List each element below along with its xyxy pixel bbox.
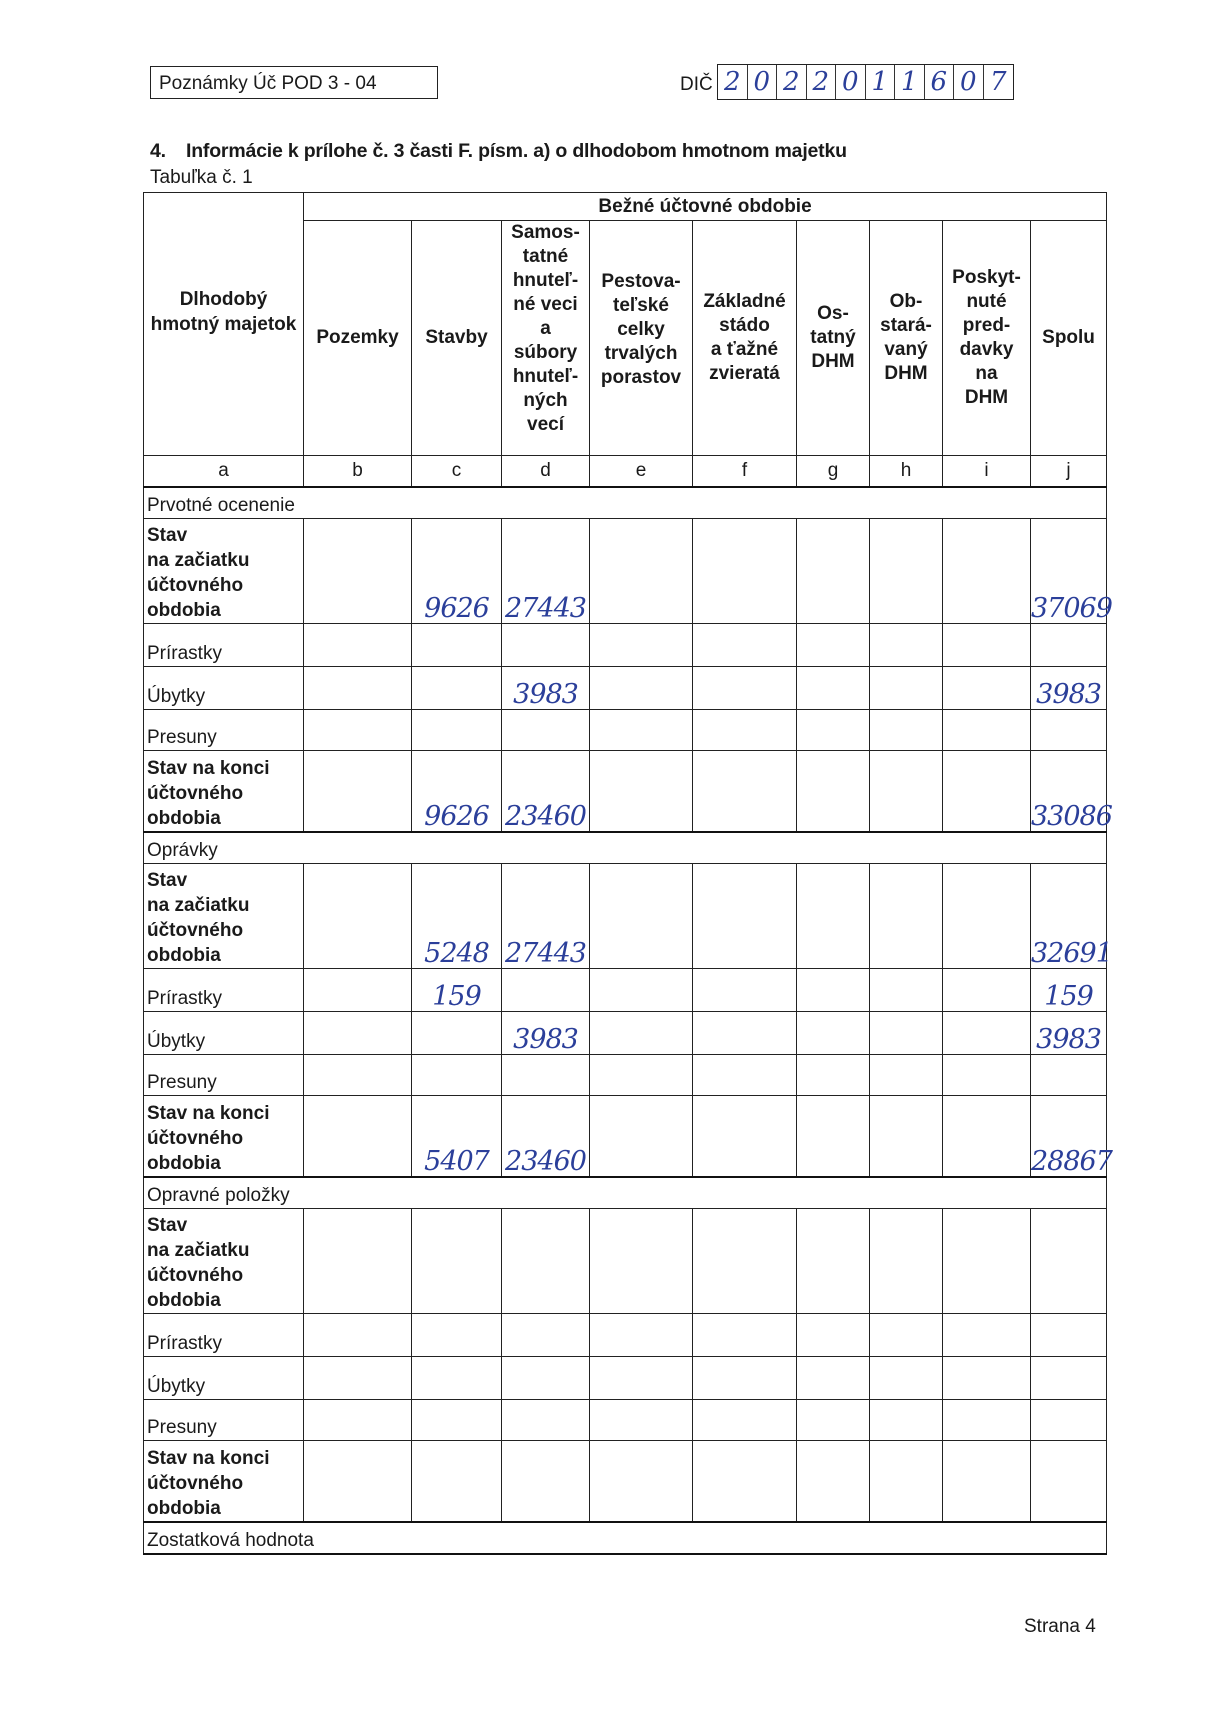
row-label-stav-koniec: Stav na konci účtovného obdobia <box>144 1096 304 1178</box>
row-label-prirastky: Prírastky <box>144 969 304 1012</box>
dhm-table <box>143 192 1112 1555</box>
value-cell: 159 <box>1031 969 1107 1012</box>
col-header-b: Pozemky <box>304 221 412 456</box>
col-header-h: Ob- stará- vaný DHM <box>870 221 943 456</box>
col-header-d: Samos- tatné hnuteľ- né veci a súbory hnuteľ- ných vecí <box>502 221 590 456</box>
row-label-ubytky: Úbytky <box>144 1012 304 1055</box>
row-label-presuny: Presuny <box>144 1055 304 1096</box>
value-cell: 3983 <box>502 667 590 710</box>
section-prvotne-ocenenie: Prvotné ocenenie <box>144 487 1107 519</box>
dic-digit: 6 <box>925 65 955 99</box>
row-label-presuny: Presuny <box>144 1400 304 1441</box>
value-cell: 9626 <box>412 519 502 624</box>
col-header-g: Os- tatný DHM <box>797 221 870 456</box>
row-label-prirastky: Prírastky <box>144 1314 304 1357</box>
row-label-stav-zaciatok: Stav na začiatku účtovného obdobia <box>144 1209 304 1314</box>
dic-digit: 0 <box>954 65 984 99</box>
row-label-presuny: Presuny <box>144 710 304 751</box>
dic-digit-boxes <box>717 64 1014 100</box>
header-period: Bežné účtovné obdobie <box>304 193 1107 221</box>
value-cell: 5407 <box>412 1096 502 1178</box>
dic-digit: 0 <box>748 65 778 99</box>
section-zostatkova-hodnota: Zostatková hodnota <box>144 1522 1107 1554</box>
col-header-e: Pestova- teľské celky trvalých porastov <box>590 221 693 456</box>
dic-label: DIČ <box>680 74 713 95</box>
col-letter: i <box>943 456 1031 488</box>
col-letter: g <box>797 456 870 488</box>
section-opravne-polozky: Opravné položky <box>144 1177 1107 1209</box>
table-caption: Tabuľka č. 1 <box>150 167 253 188</box>
dic-digit: 7 <box>989 67 1007 97</box>
row-label-stav-koniec: Stav na konci účtovného obdobia <box>144 751 304 833</box>
header-corner: Dlhodobý hmotný majetok <box>144 193 304 456</box>
section-title <box>150 140 847 163</box>
value-cell: 33086 <box>1031 751 1107 833</box>
dic-digit: 1 <box>866 65 896 99</box>
dic-digit: 2 <box>807 65 837 99</box>
value-cell: 32691 <box>1031 864 1107 969</box>
value-cell: 3983 <box>1031 1012 1107 1055</box>
value-cell: 5248 <box>412 864 502 969</box>
dic-digit: 2 <box>718 65 748 99</box>
value-cell: 27443 <box>502 864 590 969</box>
col-header-c: Stavby <box>412 221 502 456</box>
form-label: Poznámky Úč POD 3 - 04 <box>150 66 438 99</box>
col-header-f: Základné stádo a ťažné zvieratá <box>693 221 797 456</box>
row-label-prirastky: Prírastky <box>144 624 304 667</box>
value-cell: 159 <box>412 969 502 1012</box>
col-letter: c <box>412 456 502 488</box>
page-number: Strana 4 <box>1024 1616 1096 1637</box>
row-label-stav-zaciatok: Stav na začiatku účtovného obdobia <box>144 519 304 624</box>
section-opravky: Oprávky <box>144 832 1107 864</box>
col-letter: f <box>693 456 797 488</box>
row-label-ubytky: Úbytky <box>144 1357 304 1400</box>
col-letter: b <box>304 456 412 488</box>
dic-digit: 2 <box>777 65 807 99</box>
col-letter: j <box>1031 456 1107 488</box>
dic-digit: 1 <box>895 65 925 99</box>
value-cell: 23460 <box>502 751 590 833</box>
col-header-j: Spolu <box>1031 221 1107 456</box>
col-header-i: Poskyt- nuté pred- davky na DHM <box>943 221 1031 456</box>
value-cell: 3983 <box>502 1012 590 1055</box>
dic-digit: 0 <box>836 65 866 99</box>
col-letter: h <box>870 456 943 488</box>
section-number: 4. <box>150 140 166 162</box>
col-letter: d <box>502 456 590 488</box>
section-title-text: Informácie k prílohe č. 3 časti F. písm. a) o dlhodobom hmotnom majetku <box>186 140 847 162</box>
value-cell: 9626 <box>412 751 502 833</box>
value-cell: 37069 <box>1031 519 1107 624</box>
row-label-stav-zaciatok: Stav na začiatku účtovného obdobia <box>144 864 304 969</box>
value-cell: 23460 <box>502 1096 590 1178</box>
row-label-ubytky: Úbytky <box>144 667 304 710</box>
value-cell: 28867 <box>1031 1096 1107 1178</box>
col-letter: e <box>590 456 693 488</box>
row-label-stav-koniec: Stav na konci účtovného obdobia <box>144 1441 304 1523</box>
value-cell: 27443 <box>502 519 590 624</box>
value-cell: 3983 <box>1031 667 1107 710</box>
col-letter: a <box>144 456 304 488</box>
